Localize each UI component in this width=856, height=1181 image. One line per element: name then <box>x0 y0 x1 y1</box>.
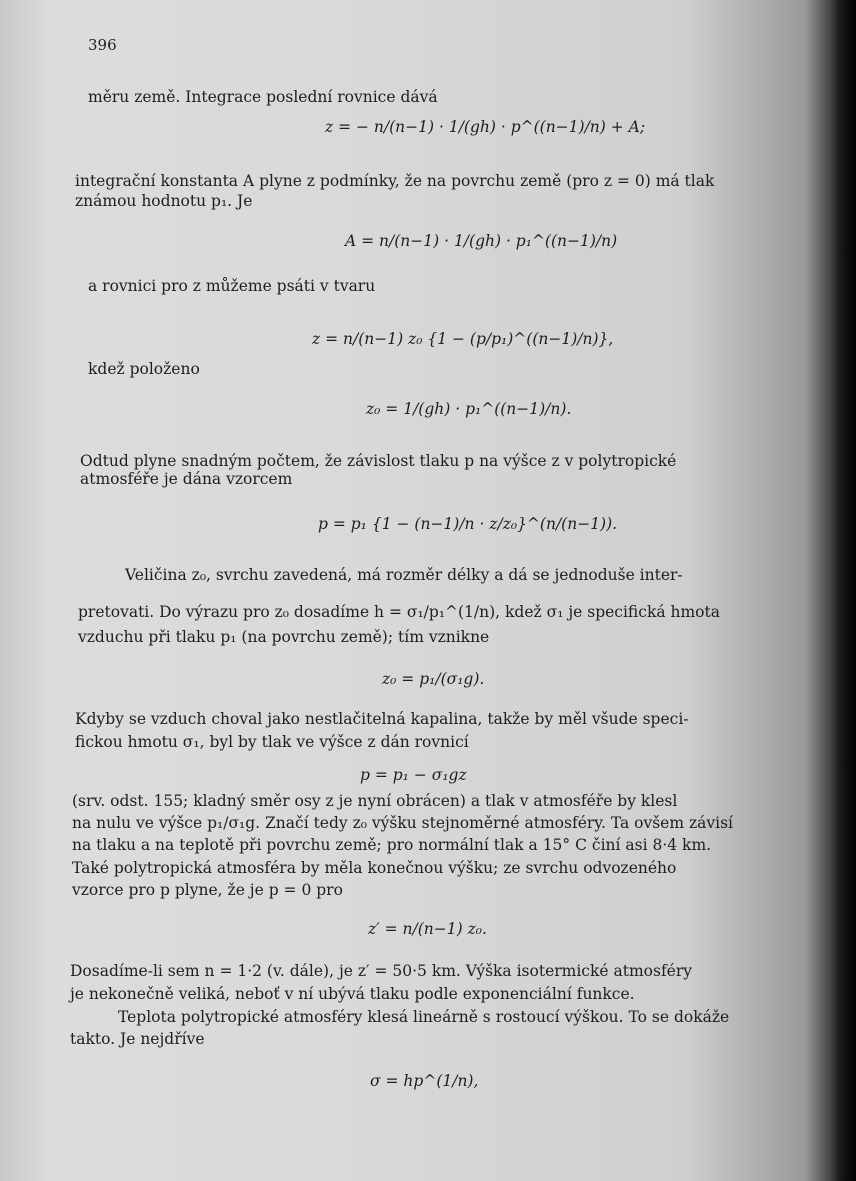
page-gutter-shadow <box>830 0 856 1181</box>
text-line-1: měru země. Integrace poslední rovnice dává <box>88 88 438 106</box>
equation-2: A = n/(n−1) · 1/(gh) · p₁^((n−1)/n) <box>345 232 618 250</box>
equation-5: p = p₁ {1 − (n−1)/n · z/z₀}^(n/(n−1)). <box>318 515 618 533</box>
text-line-12: fickou hmotu σ₁, byl by tlak ve výšce z dán rovnicí <box>75 733 469 751</box>
equation-3: z = n/(n−1) z₀ {1 − (p/p₁)^((n−1)/n)}, <box>312 330 614 348</box>
text-line-10: vzduchu při tlaku p₁ (na povrchu země); tím vznikne <box>78 628 490 646</box>
text-line-18: Dosadíme-li sem n = 1·2 (v. dále), je z′ = 50·5 km. Výška isotermické atmosféry <box>70 962 693 980</box>
text-line-8: Veličina z₀, svrchu zavedená, má rozměr délky a dá se jednoduše inter- <box>125 566 683 584</box>
text-line-17: vzorce pro p plyne, že je p = 0 pro <box>72 881 343 899</box>
text-line-3: známou hodnotu p₁. Je <box>75 192 253 210</box>
text-line-2: integrační konstanta A plyne z podmínky, že na povrchu země (pro z = 0) má tlak <box>75 172 715 190</box>
equation-4: z₀ = 1/(gh) · p₁^((n−1)/n). <box>366 400 572 418</box>
page-number: 396 <box>88 36 117 54</box>
text-line-4: a rovnici pro z můžeme psáti v tvaru <box>88 277 376 295</box>
text-line-15: na tlaku a na teplotě při povrchu země; pro normální tlak a 15° C činí asi 8·4 km. <box>72 836 712 854</box>
text-line-14: na nulu ve výšce p₁/σ₁g. Značí tedy z₀ výšku stejnoměrné atmosféry. Ta ovšem závisí <box>72 814 733 832</box>
equation-9: σ = hp^(1/n), <box>370 1072 479 1090</box>
text-line-9: pretovati. Do výrazu pro z₀ dosadíme h = σ₁/p₁^(1/n), kdež σ₁ je specifická hmota <box>78 603 720 621</box>
text-line-7: atmosféře je dána vzorcem <box>80 470 293 488</box>
text-line-6: Odtud plyne snadným počtem, že závislost tlaku p na výšce z v polytropické <box>80 452 677 470</box>
equation-1: z = − n/(n−1) · 1/(gh) · p^((n−1)/n) + A; <box>325 118 646 136</box>
equation-8: z′ = n/(n−1) z₀. <box>368 920 487 938</box>
text-line-19: je nekonečně veliká, neboť v ní ubývá tlaku podle exponenciální funkce. <box>70 985 635 1003</box>
text-line-13: (srv. odst. 155; kladný směr osy z je nyní obrácen) a tlak v atmosféře by klesl <box>72 792 678 810</box>
text-line-5: kdež položeno <box>88 360 200 378</box>
equation-7: p = p₁ − σ₁gz <box>360 766 467 784</box>
text-line-20: Teplota polytropické atmosféry klesá lineárně s rostoucí výškou. To se dokáže <box>118 1008 730 1026</box>
equation-6: z₀ = p₁/(σ₁g). <box>382 670 485 688</box>
text-line-21: takto. Je nejdříve <box>70 1030 205 1048</box>
text-line-16: Také polytropická atmosféra by měla konečnou výšku; ze svrchu odvozeného <box>72 859 677 877</box>
text-line-11: Kdyby se vzduch choval jako nestlačitelná kapalina, takže by měl všude speci- <box>75 710 689 728</box>
